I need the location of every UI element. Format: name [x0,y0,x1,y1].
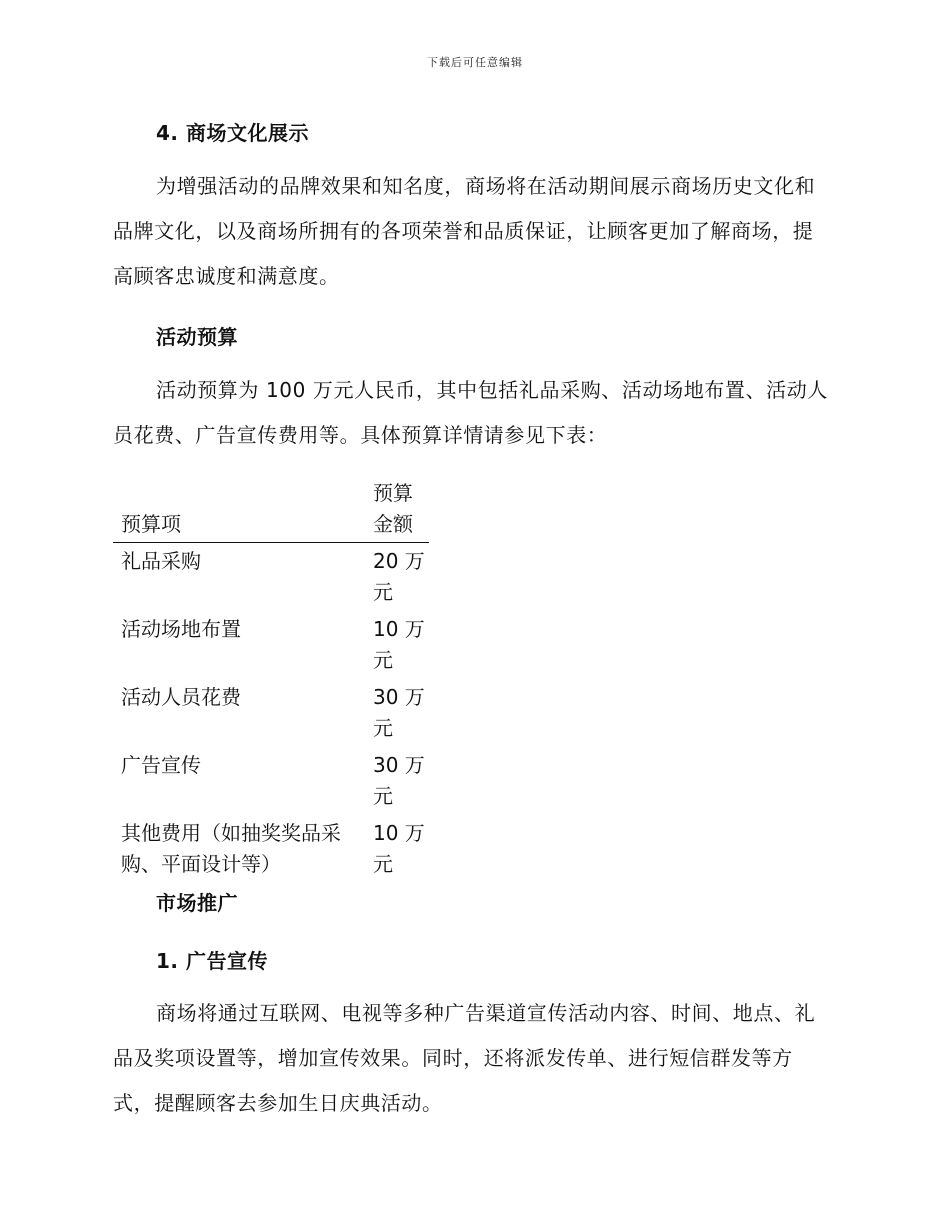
row-item: 礼品采购 [121,549,201,573]
ad-paragraph: 商场将通过互联网、电视等多种广告渠道宣传活动内容、时间、地点、礼品及奖项设置等，增加宣传效果。同时，还将派发传单、进行短信群发等方式，提醒顾客去参加生日庆典活动。 [113,1001,816,1115]
row-item: 活动人员花费 [121,685,241,709]
row-amount: 30 万元 [373,753,425,808]
row-item: 活动场地布置 [121,617,241,641]
table-row [113,611,429,679]
table-row [113,815,429,883]
budget-heading: 活动预算 [156,325,238,349]
row-amount: 10 万元 [373,821,425,876]
table-header-row [113,478,429,543]
row-amount: 10 万元 [373,617,425,672]
row-amount: 30 万元 [373,685,425,740]
budget-paragraph: 活动预算为 100 万元人民币，其中包括礼品采购、活动场地布置、活动人员花费、广告宣传费用等。具体预算详情请参见下表： [113,378,828,447]
header-amount: 预算金额 [371,478,429,543]
row-item: 广告宣传 [121,753,201,777]
row-item: 其他费用（如抽奖奖品采购、平面设计等） [121,821,341,876]
header-item: 预算项 [113,478,371,543]
culture-paragraph: 为增强活动的品牌效果和知名度，商场将在活动期间展示商场历史文化和品牌文化，以及商场所拥有的各项荣誉和品质保证，让顾客更加了解商场，提高顾客忠诚度和满意度。 [113,174,816,288]
table-row [113,543,429,612]
ad-heading: 1. 广告宣传 [156,949,268,973]
budget-table [113,478,429,883]
marketing-heading: 市场推广 [156,891,238,915]
row-amount: 20 万元 [373,549,425,604]
table-row [113,679,429,747]
header-note: 下载后可任意编辑 [427,56,523,69]
culture-heading: 4. 商场文化展示 [156,121,309,145]
table-row [113,747,429,815]
